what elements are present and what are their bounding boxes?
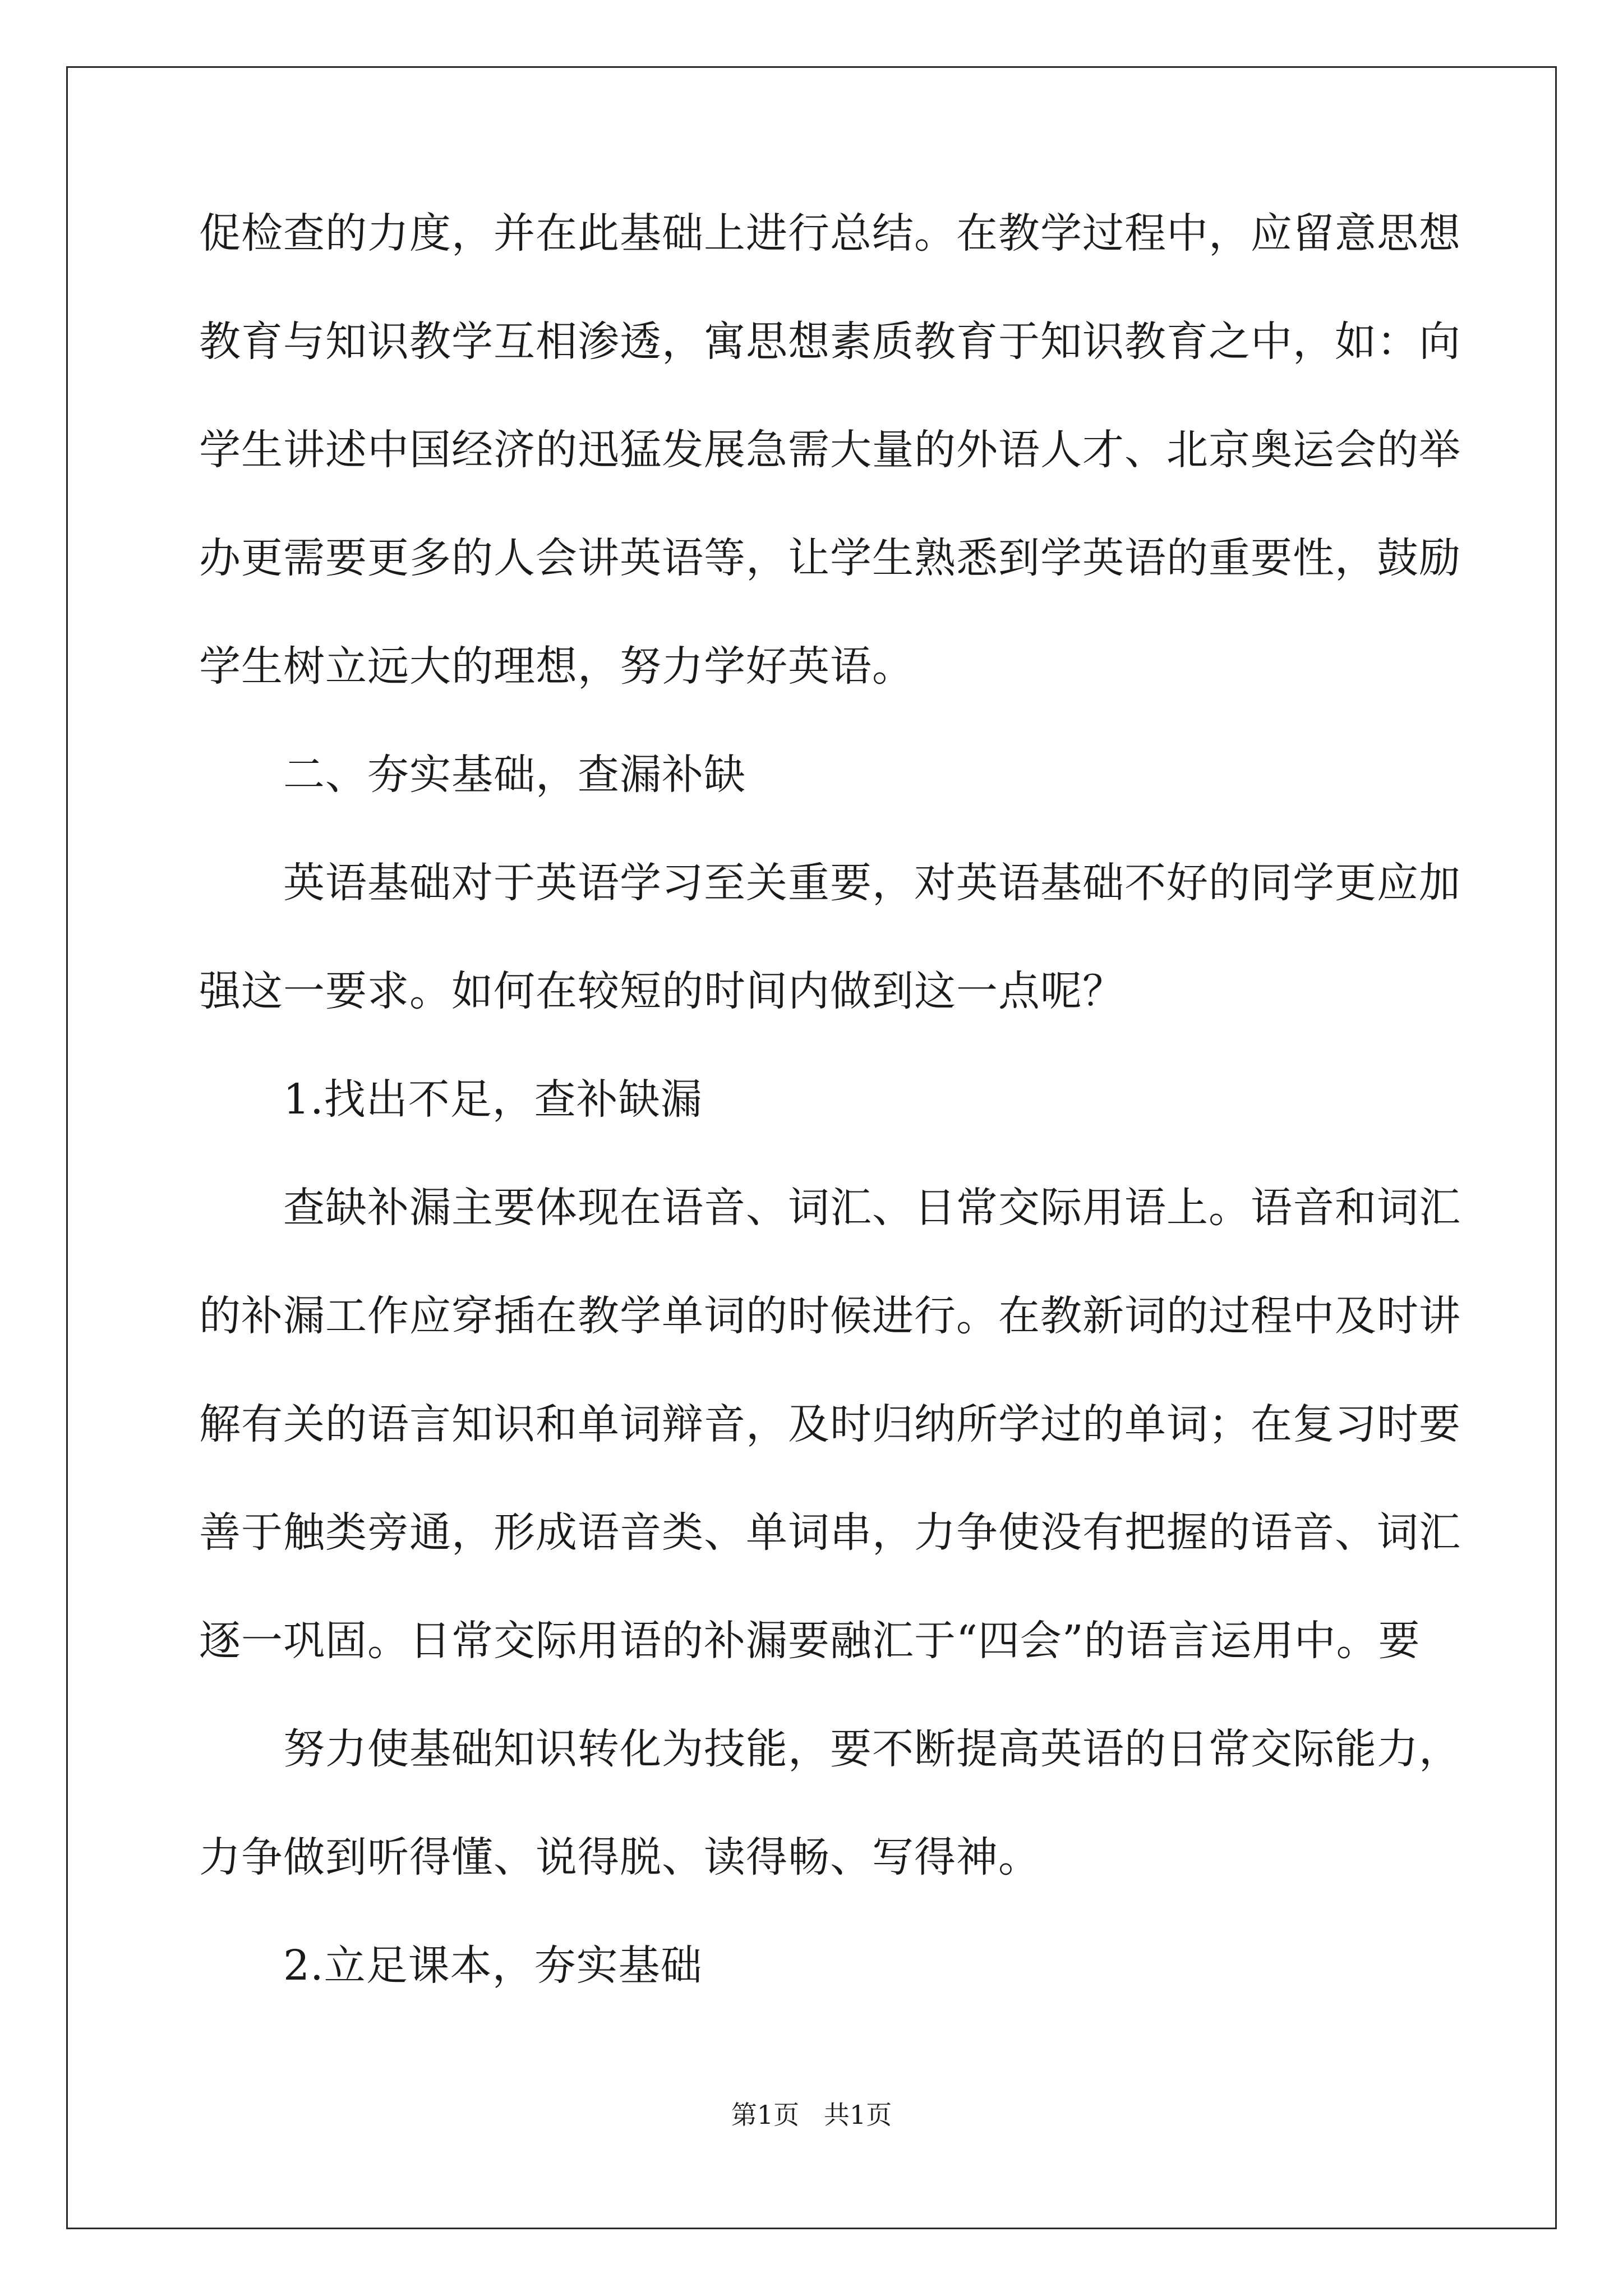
page-footer: 第1页 共1页 [731, 2100, 892, 2130]
text-line: 学生讲述中国经济的迅猛发展急需大量的外语人才、北京奥运会的举 [199, 426, 1461, 474]
text-line: 善于触类旁通，形成语音类、单词串，力争使没有把握的语音、词汇 [199, 1508, 1461, 1557]
text-line: 促检查的力度，并在此基础上进行总结。在教学过程中，应留意思想 [199, 209, 1461, 257]
text-line: 办更需要更多的人会讲英语等，让学生熟悉到学英语的重要性，鼓励 [199, 534, 1461, 582]
text-line: 学生树立远大的理想，努力学好英语。 [199, 642, 914, 691]
text-line: 努力使基础知识转化为技能，要不断提高英语的日常交际能力， [283, 1725, 1461, 1773]
text-line: 英语基础对于英语学习至关重要，对英语基础不好的同学更应加 [283, 859, 1461, 907]
document-body [199, 206, 1461, 2047]
text-line: 力争做到听得懂、说得脱、读得畅、写得神。 [199, 1833, 1040, 1881]
text-line: 解有关的语言知识和单词辩音，及时归纳所学过的单词；在复习时要 [199, 1400, 1461, 1448]
text-line: 强这一要求。如何在较短的时间内做到这一点呢？ [199, 967, 1124, 1015]
subsection-heading: 1.找出不足，查补缺漏 [283, 1075, 703, 1124]
text-line: 逐一巩固。日常交际用语的补漏要融汇于“四会”的语言运用中。要 [199, 1617, 1421, 1665]
text-line: 查缺补漏主要体现在语音、词汇、日常交际用语上。语音和词汇 [283, 1184, 1461, 1232]
section-heading: 二、夯实基础，查漏补缺 [283, 751, 746, 799]
text-line: 的补漏工作应穿插在教学单词的时候进行。在教新词的过程中及时讲 [199, 1292, 1461, 1340]
text-line: 教育与知识教学互相渗透，寓思想素质教育于知识教育之中，如：向 [199, 318, 1461, 366]
subsection-heading: 2.立足课本，夯实基础 [283, 1941, 703, 1990]
